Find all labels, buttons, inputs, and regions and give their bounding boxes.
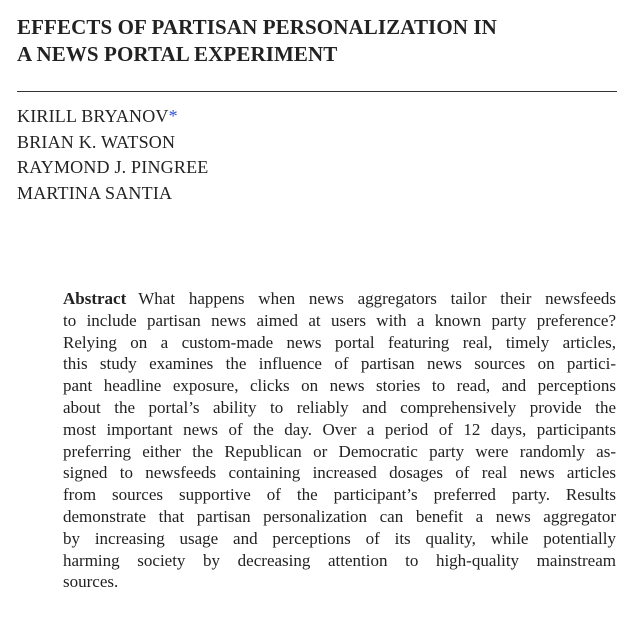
abstract-line: by increasing usage and perceptions of its quality, while potentially bbox=[63, 528, 616, 548]
author-3: RAYMOND J. PINGREE bbox=[17, 157, 209, 177]
abstract-line: harming society by decreasing attention to high-quality mainstream bbox=[63, 550, 616, 570]
abstract-line: from sources supportive of the participant’s preferred party. Results bbox=[63, 485, 616, 505]
author-1-name: KIRILL BRYANOV bbox=[17, 106, 169, 126]
author-2: BRIAN K. WATSON bbox=[17, 131, 176, 152]
abstract-line: demonstrate that partisan personalization can benefit a news aggregator bbox=[63, 506, 616, 526]
paper-title-line-1: EFFECTS OF PARTISAN PERSONALIZATION IN bbox=[17, 15, 497, 39]
paper-title-line-2: A NEWS PORTAL EXPERIMENT bbox=[17, 42, 338, 66]
abstract-line: Relying on a custom-made news portal featuring real, timely articles, bbox=[63, 332, 616, 352]
title-divider bbox=[17, 91, 617, 92]
corresponding-author-mark[interactable]: * bbox=[168, 106, 178, 126]
abstract-line: this study examines the influence of partisan news sources on partici- bbox=[63, 354, 616, 374]
author-list bbox=[17, 104, 208, 206]
abstract-line: most important news of the day. Over a period of 12 days, participants bbox=[63, 419, 616, 439]
abstract-line: sources. bbox=[63, 572, 119, 592]
abstract-line: signed to newsfeeds containing increased dosages of real news articles bbox=[63, 463, 616, 483]
abstract-line: about the portal’s ability to reliably and comprehensively provide the bbox=[63, 397, 616, 417]
author-4: MARTINA SANTIA bbox=[17, 182, 173, 203]
paper-title bbox=[17, 14, 617, 68]
abstract-line: preferring either the Republican or Democratic party were randomly as- bbox=[63, 441, 616, 461]
abstract-line: pant headline exposure, clicks on news stories to read, and perceptions bbox=[63, 376, 616, 396]
abstract-label: Abstract bbox=[63, 289, 127, 308]
abstract-line: to include partisan news aimed at users with a known party preference? bbox=[63, 310, 616, 330]
abstract-line-text: What happens when news aggregators tailor their newsfeeds bbox=[138, 289, 616, 308]
abstract-line bbox=[63, 288, 616, 310]
abstract bbox=[63, 288, 616, 593]
author-1 bbox=[17, 104, 208, 130]
